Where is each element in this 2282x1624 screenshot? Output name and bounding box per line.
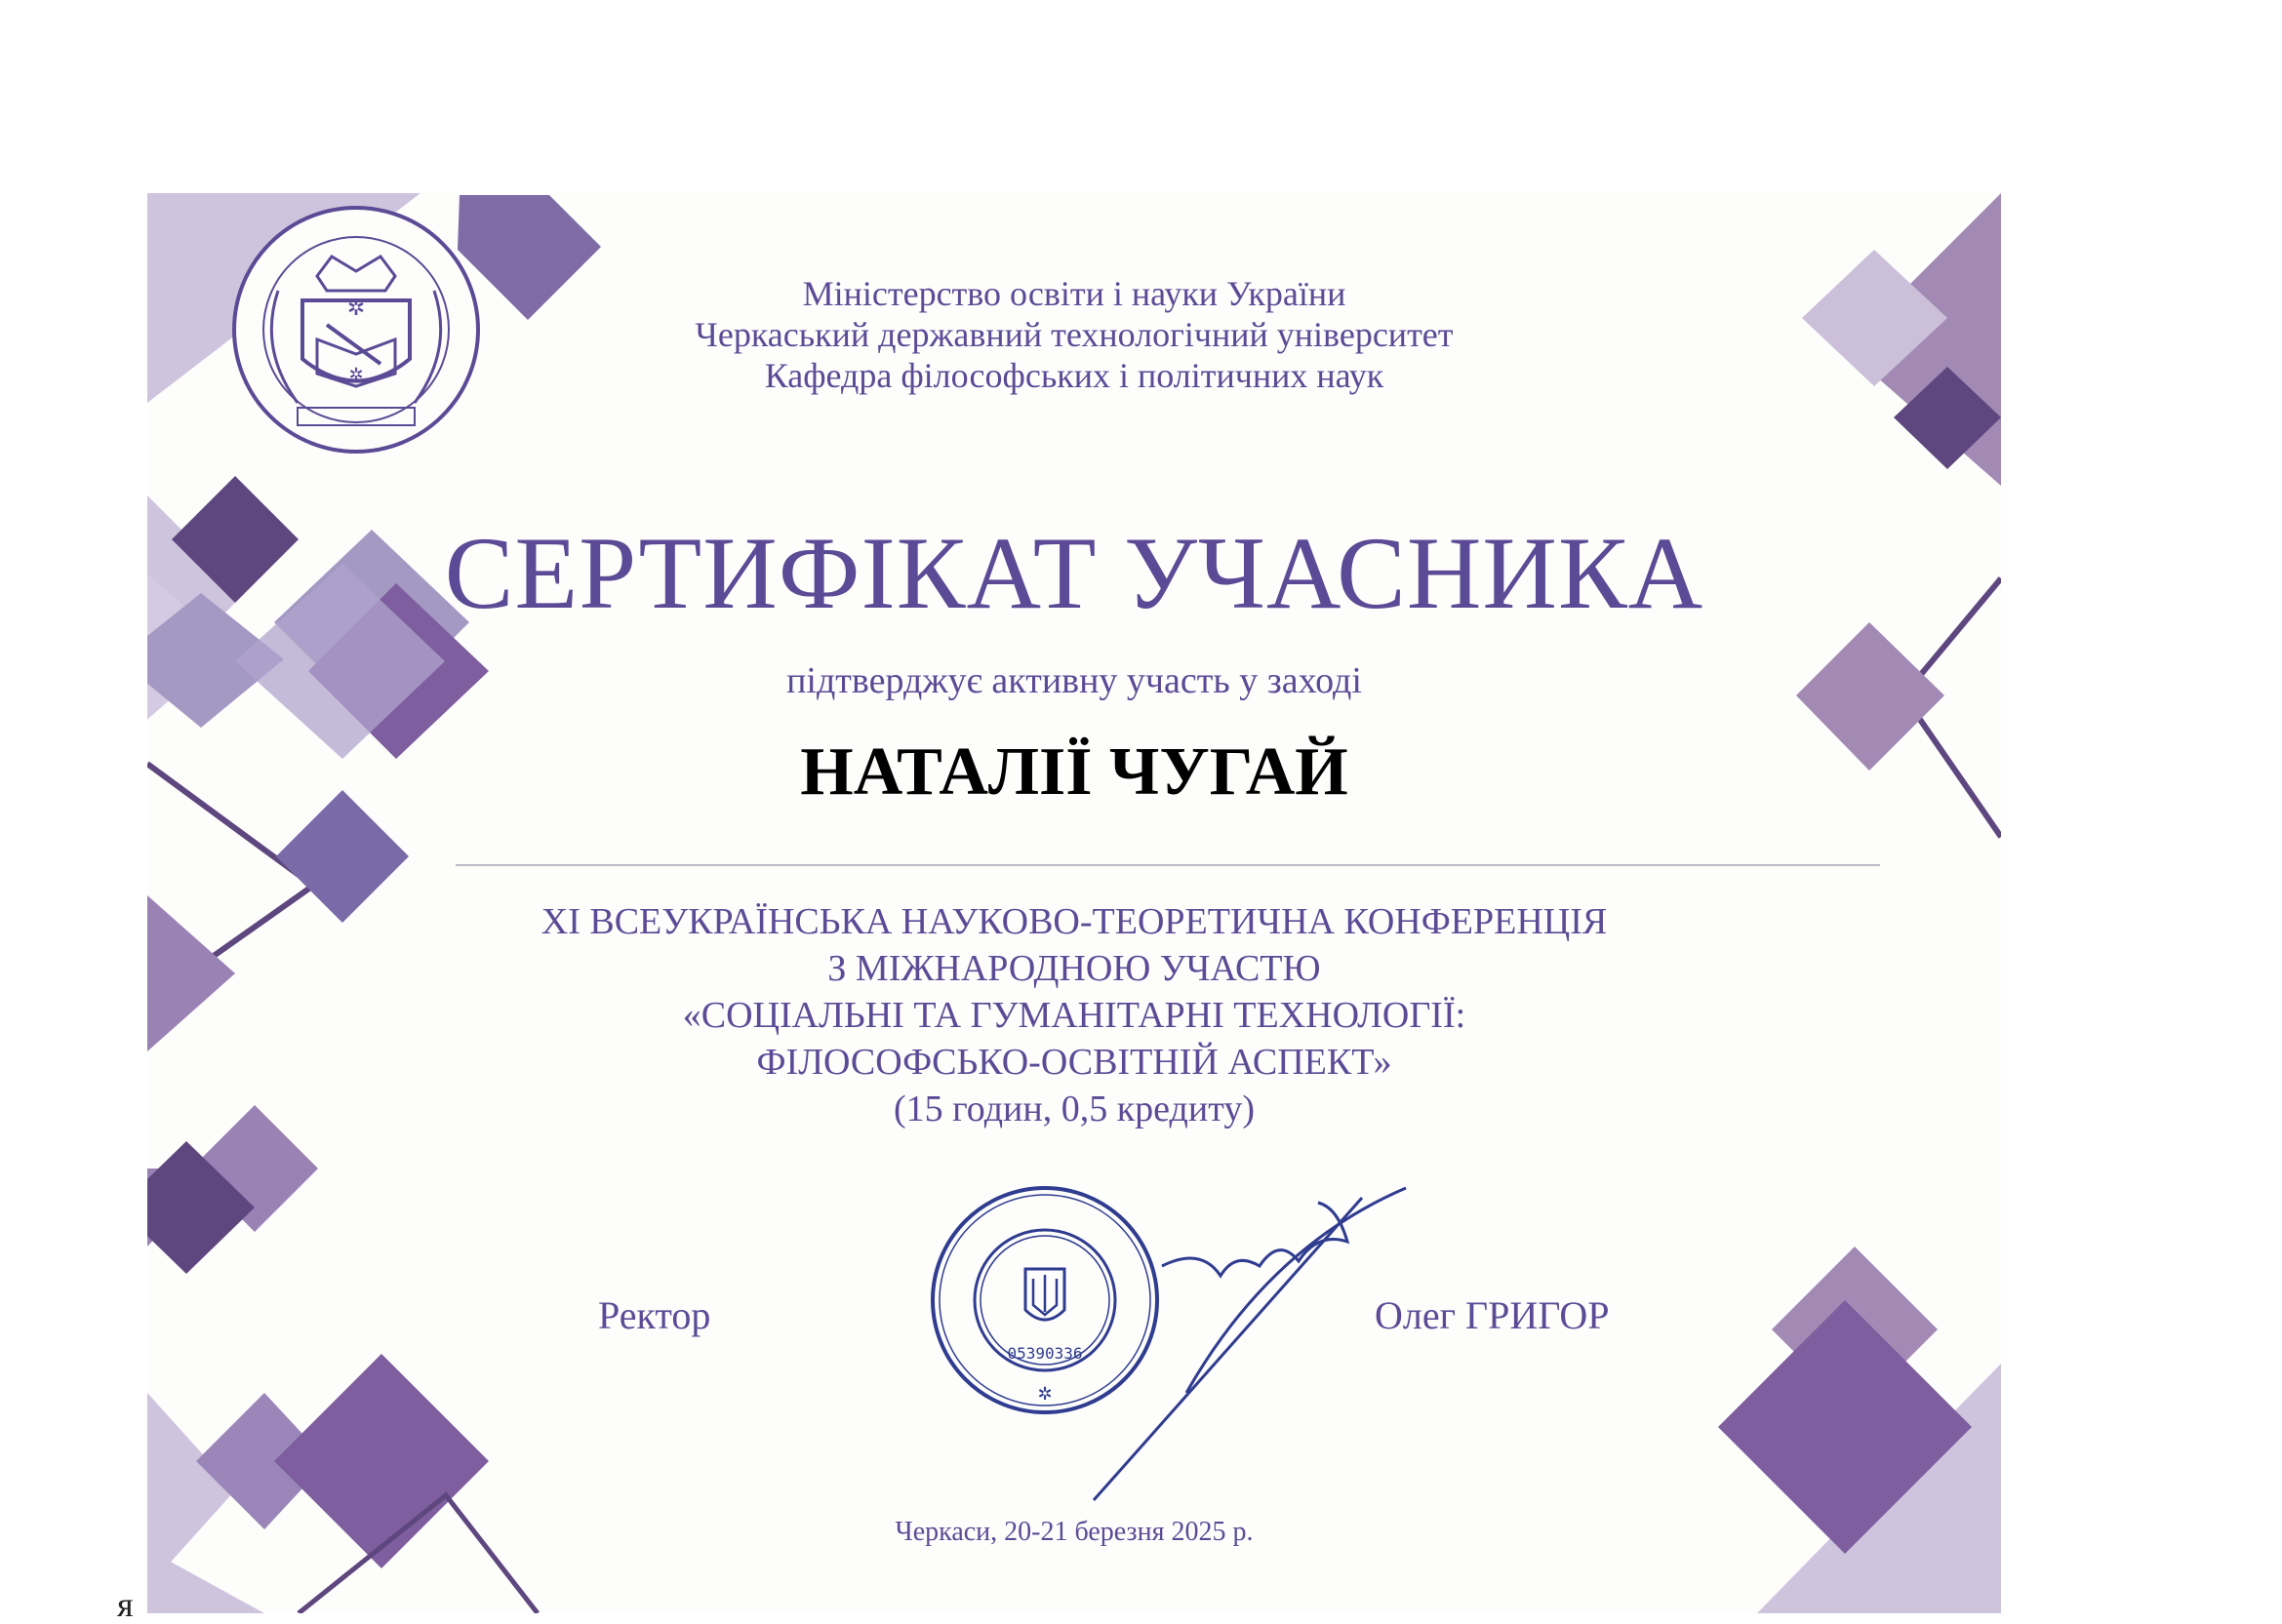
trident-icon <box>1033 1275 1057 1315</box>
seal-code: 05390336 <box>1007 1344 1083 1363</box>
divider-line <box>456 864 1880 866</box>
certificate-title: СЕРТИФІКАТ УЧАСНИКА <box>444 516 1704 630</box>
svg-text:✲: ✲ <box>1037 1384 1053 1405</box>
margin-character: я <box>117 1585 134 1624</box>
signatory-role: Ректор <box>598 1293 711 1337</box>
triangle-bottom-left-2 <box>147 1549 264 1613</box>
university-name: Черкаський державний технологічний університет <box>695 315 1454 354</box>
conference-hours: (15 годин, 0,5 кредиту) <box>894 1089 1255 1129</box>
svg-text:✲: ✲ <box>348 365 364 385</box>
official-seal <box>928 1183 1162 1417</box>
confirmation-text: підтверджує активну участь у заході <box>786 660 1362 701</box>
certificate <box>147 193 2001 1613</box>
department-name: Кафедра філософських і політичних наук <box>764 356 1384 395</box>
place-and-date: Черкаси, 20-21 березня 2025 р. <box>895 1517 1254 1547</box>
conference-line-1: XI ВСЕУКРАЇНСЬКА НАУКОВО-ТЕОРЕТИЧНА КОНФЕРЕНЦІЯ <box>540 901 1608 942</box>
conference-line-4: ФІЛОСОФСЬКО-ОСВІТНІЙ АСПЕКТ» <box>756 1042 1392 1083</box>
ministry-name: Міністерство освіти і науки України <box>802 274 1346 313</box>
svg-text:✲: ✲ <box>346 297 366 321</box>
signatory-name: Олег ГРИГОР <box>1375 1293 1610 1337</box>
conference-line-3: «СОЦІАЛЬНІ ТА ГУМАНІТАРНІ ТЕХНОЛОГІЇ: <box>682 995 1466 1036</box>
recipient-name: НАТАЛІЇ ЧУГАЙ <box>800 734 1348 810</box>
conference-line-2: З МІЖНАРОДНОЮ УЧАСТЮ <box>827 948 1321 989</box>
